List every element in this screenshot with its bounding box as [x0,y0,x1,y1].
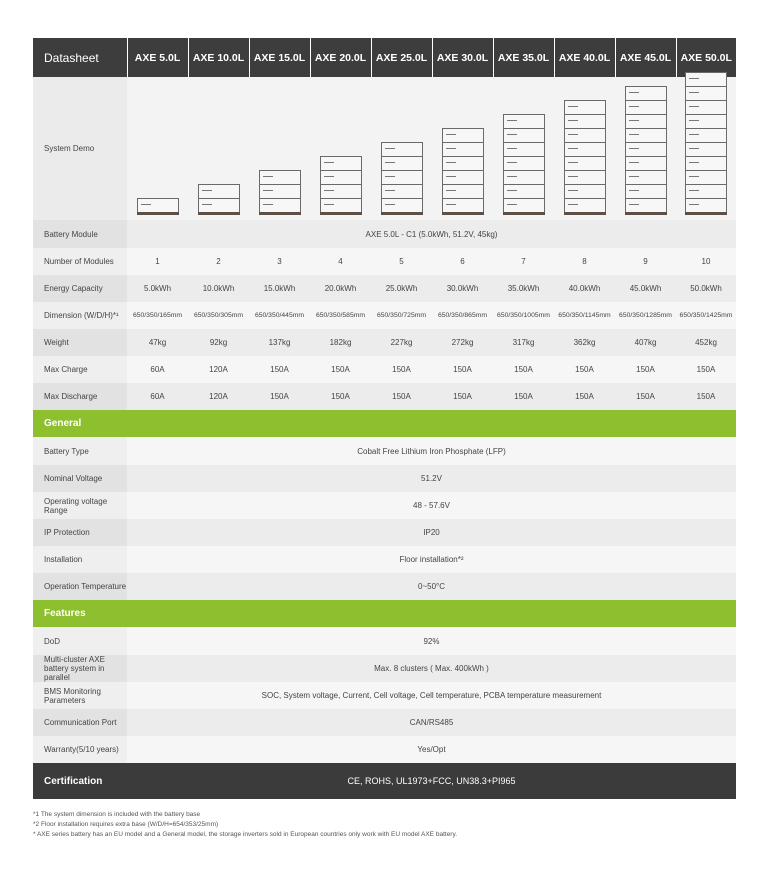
cell-value: 120A [188,383,249,410]
spec-row [33,655,736,682]
row-value: SOC, System voltage, Current, Cell voltage, Cell temperature, PCBA temperature measurement [127,682,736,709]
row-label: Battery Type [33,437,127,465]
row-label: Number of Modules [33,248,127,275]
battery-stack-illustration [320,156,362,215]
cell-value: 650/350/725mm [371,302,432,329]
battery-module-block [442,184,484,198]
battery-module-block [442,128,484,142]
spec-row [33,465,736,492]
row-value: 0~50°C [127,573,736,600]
row-value: AXE 5.0L - C1 (5.0kWh, 51.2V, 45kg) [127,220,736,248]
battery-module-block [625,198,667,212]
system-demo-row [33,77,736,220]
section-header [33,600,736,627]
battery-module-block [685,72,727,86]
cell-value: 407kg [615,329,676,356]
row-label: Battery Module [33,220,127,248]
cell-value: 150A [371,383,432,410]
model-header: AXE 25.0L [371,38,432,77]
certification-label: Certification [33,763,127,799]
row-label: Installation [33,546,127,573]
battery-module-block [625,184,667,198]
battery-stack-illustration [564,100,606,215]
cell-value: 120A [188,356,249,383]
certification-value: CE, ROHS, UL1973+FCC, UN38.3+PI965 [127,763,736,799]
battery-module-block [685,100,727,114]
battery-module-block [381,184,423,198]
battery-module-block [503,128,545,142]
cell-value: 7 [493,248,554,275]
battery-module-block [685,198,727,212]
cell-value: 45.0kWh [615,275,676,302]
battery-module-block [564,142,606,156]
cell-value: 650/350/865mm [432,302,493,329]
battery-base [259,212,301,215]
battery-module-block [137,198,179,212]
datasheet [33,38,735,799]
battery-stack-illustration [137,198,179,215]
model-header: AXE 10.0L [188,38,249,77]
cell-value: 150A [493,383,554,410]
cell-value: 150A [615,356,676,383]
datasheet-title: Datasheet [33,38,127,77]
cell-value: 47kg [127,329,188,356]
battery-module-block [320,198,362,212]
battery-module-block [259,184,301,198]
battery-module-block [503,156,545,170]
cell-value: 150A [615,383,676,410]
battery-stack-illustration [442,128,484,215]
cell-value: 150A [493,356,554,383]
cell-value: 9 [615,248,676,275]
spec-row [33,383,736,410]
cell-value: 150A [554,356,615,383]
battery-base [442,212,484,215]
battery-module-block [685,170,727,184]
cell-value: 15.0kWh [249,275,310,302]
battery-module-block [198,198,240,212]
cell-value: 150A [249,356,310,383]
battery-base [625,212,667,215]
cell-value: 2 [188,248,249,275]
battery-stack-illustration [381,142,423,215]
cell-value: 60A [127,356,188,383]
cell-value: 150A [676,383,736,410]
section-title: Features [33,600,736,627]
row-label: Communication Port [33,709,127,736]
footnote: *2 Floor installation requires extra base (W/D/H=654/353/25mm) [33,821,219,828]
battery-module-block [564,114,606,128]
row-value: CAN/RS485 [127,709,736,736]
battery-module-block [564,128,606,142]
row-value: Cobalt Free Lithium Iron Phosphate (LFP) [127,437,736,465]
battery-base [320,212,362,215]
battery-module-block [503,170,545,184]
battery-stack-illustration [198,184,240,215]
battery-module-block [564,100,606,114]
cell-value: 3 [249,248,310,275]
cell-value: 1 [127,248,188,275]
spec-row [33,329,736,356]
cell-value: 150A [432,356,493,383]
cell-value: 30.0kWh [432,275,493,302]
cell-value: 650/350/1145mm [554,302,615,329]
battery-module-block [625,128,667,142]
battery-module-block [503,142,545,156]
battery-module-block [442,170,484,184]
footnotes [33,810,743,840]
spec-row [33,736,736,763]
cell-value: 10 [676,248,736,275]
spec-row [33,519,736,546]
cell-value: 5.0kWh [127,275,188,302]
model-header: AXE 5.0L [127,38,188,77]
row-label: Multi-cluster AXE battery system in parallel [33,655,127,682]
battery-module-block [381,170,423,184]
cell-value: 8 [554,248,615,275]
battery-module-block [685,128,727,142]
cell-value: 272kg [432,329,493,356]
certification-row [33,763,736,799]
model-header: AXE 50.0L [676,38,736,77]
row-label: Max Discharge [33,383,127,410]
battery-module-row [33,220,736,248]
battery-module-block [625,114,667,128]
model-header: AXE 40.0L [554,38,615,77]
row-label: Energy Capacity [33,275,127,302]
row-label: Nominal Voltage [33,465,127,492]
spec-table [33,38,736,799]
row-label: Weight [33,329,127,356]
battery-base [381,212,423,215]
row-value: IP20 [127,519,736,546]
battery-module-block [685,86,727,100]
cell-value: 6 [432,248,493,275]
battery-module-block [685,114,727,128]
cell-value: 452kg [676,329,736,356]
footnote: *1 The system dimension is included with the battery base [33,811,201,818]
cell-value: 137kg [249,329,310,356]
cell-value: 5 [371,248,432,275]
battery-module-block [320,156,362,170]
row-label: System Demo [33,77,127,220]
battery-module-block [320,184,362,198]
battery-stack-illustration [259,170,301,215]
cell-value: 150A [554,383,615,410]
cell-value: 150A [310,356,371,383]
section-title: General [33,410,736,437]
cell-value: 150A [249,383,310,410]
spec-row [33,356,736,383]
spec-row [33,627,736,655]
row-label: BMS Monitoring Parameters [33,682,127,709]
battery-base [685,212,727,215]
cell-value: 650/350/305mm [188,302,249,329]
cell-value: 650/350/585mm [310,302,371,329]
battery-module-block [564,170,606,184]
battery-module-block [381,198,423,212]
battery-module-block [625,86,667,100]
model-header: AXE 30.0L [432,38,493,77]
cell-value: 362kg [554,329,615,356]
spec-row [33,709,736,736]
battery-stack-illustration [625,86,667,215]
cell-value: 4 [310,248,371,275]
battery-module-block [320,170,362,184]
cell-value: 92kg [188,329,249,356]
row-value: Max. 8 clusters ( Max. 400kWh ) [127,655,736,682]
battery-module-block [625,156,667,170]
row-label: Max Charge [33,356,127,383]
cell-value: 182kg [310,329,371,356]
battery-module-block [381,142,423,156]
row-value: 48 - 57.6V [127,492,736,519]
model-header: AXE 45.0L [615,38,676,77]
spec-row [33,682,736,709]
spec-row [33,437,736,465]
cell-value: 650/350/165mm [127,302,188,329]
cell-value: 317kg [493,329,554,356]
spec-row [33,546,736,573]
row-label: Warranty(5/10 years) [33,736,127,763]
spec-row [33,573,736,600]
cell-value: 150A [676,356,736,383]
battery-module-block [442,198,484,212]
battery-module-block [625,142,667,156]
battery-module-block [685,184,727,198]
model-header: AXE 35.0L [493,38,554,77]
battery-module-block [442,156,484,170]
battery-module-block [442,142,484,156]
cell-value: 50.0kWh [676,275,736,302]
cell-value: 650/350/445mm [249,302,310,329]
battery-module-block [503,114,545,128]
row-value: Floor installation*² [127,546,736,573]
battery-base [564,212,606,215]
row-value: Yes/Opt [127,736,736,763]
section-header [33,410,736,437]
battery-base [198,212,240,215]
row-value: 92% [127,627,736,655]
spec-row [33,492,736,519]
cell-value: 25.0kWh [371,275,432,302]
battery-module-block [381,156,423,170]
battery-module-block [564,198,606,212]
cell-value: 650/350/1285mm [615,302,676,329]
cell-value: 650/350/1425mm [676,302,736,329]
cell-value: 227kg [371,329,432,356]
cell-value: 150A [310,383,371,410]
battery-module-block [259,170,301,184]
battery-base [137,212,179,215]
battery-stack-illustration [503,114,545,215]
row-label: IP Protection [33,519,127,546]
spec-row [33,302,736,329]
spec-row [33,275,736,302]
cell-value: 20.0kWh [310,275,371,302]
row-label: Dimension (W/D/H)*¹ [33,302,127,329]
header-row [33,38,736,77]
model-header: AXE 20.0L [310,38,371,77]
cell-value: 150A [371,356,432,383]
cell-value: 60A [127,383,188,410]
row-label: DoD [33,627,127,655]
battery-module-block [198,184,240,198]
row-label: Operating voltage Range [33,492,127,519]
battery-module-block [685,156,727,170]
battery-base [503,212,545,215]
battery-stack-illustration [685,72,727,215]
battery-module-block [685,142,727,156]
cell-value: 40.0kWh [554,275,615,302]
row-value: 51.2V [127,465,736,492]
cell-value: 10.0kWh [188,275,249,302]
spec-row [33,248,736,275]
cell-value: 35.0kWh [493,275,554,302]
row-label: Operation Temperature [33,573,127,600]
model-header: AXE 15.0L [249,38,310,77]
footnote: * AXE series battery has an EU model and a General model, the storage inverters sold in European countries only work with EU model AXE battery. [33,831,458,838]
battery-module-block [503,198,545,212]
battery-module-block [259,198,301,212]
battery-module-block [503,184,545,198]
battery-module-block [564,184,606,198]
cell-value: 650/350/1005mm [493,302,554,329]
battery-module-block [564,156,606,170]
battery-module-block [625,170,667,184]
battery-module-block [625,100,667,114]
cell-value: 150A [432,383,493,410]
